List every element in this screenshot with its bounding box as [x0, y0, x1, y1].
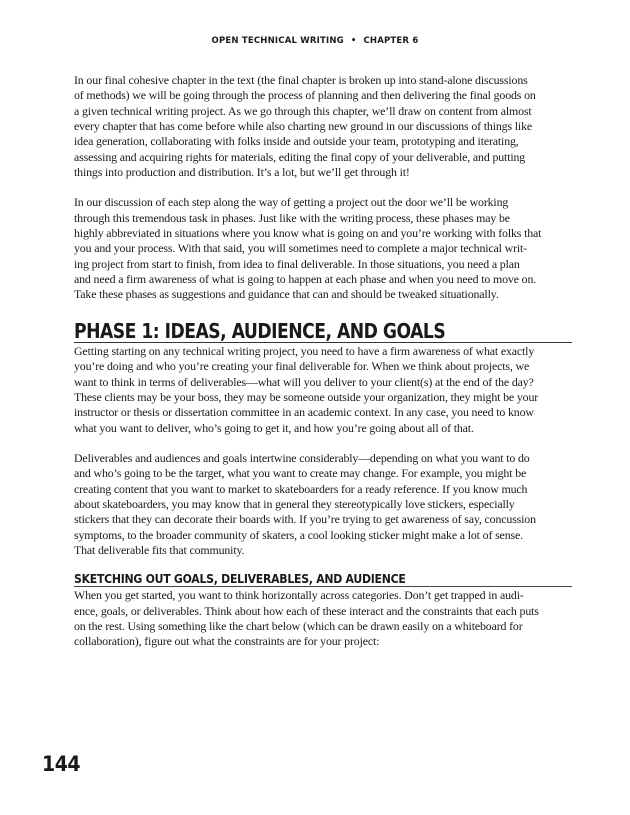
intro-paragraph-2 [74, 195, 572, 302]
text-line: of methods) we will be going through the process of planning and then delivering the final goods on [74, 88, 536, 103]
text-line: In our final cohesive chapter in the text (the final chapter is broken up into stand-alone discussions [74, 73, 528, 87]
sketching-paragraph-1 [74, 588, 572, 649]
text-line: every chapter that has come before while also charting new ground in our discussions of things like [74, 119, 533, 134]
text-line: and need a firm awareness of what is going to happen at each phase and when you need to move on. [74, 272, 537, 287]
text-line: about skateboarders, you may know that in general they stereotypically love stickers, especially [74, 496, 515, 511]
text-line: you and your process. With that said, you will sometimes need to complete a major technical writ- [74, 241, 527, 256]
text-line: want to think in terms of deliverables—what will you deliver to your client(s) at the end of the day? [74, 374, 534, 389]
text-line: Getting starting on any technical writing project, you need to have a firm awareness of what exactly [74, 343, 535, 358]
phase1-paragraph-2 [74, 451, 572, 558]
text-line: creating content that you want to market to skateboarders for a ready reference. If you know much [74, 481, 528, 496]
text-line: highly abbreviated in situations where you know what is going on and you’re working with folks that [74, 226, 542, 241]
text-line: and who’s going to be the target, what you want to create may change. For example, you might be [74, 466, 527, 481]
text-line: In our discussion of each step along the way of getting a project out the door we’ll be working [74, 195, 509, 210]
text-line: a given technical writing project. As we go through this chapter, we’ll draw on content from almost [74, 103, 532, 118]
text-line: ence, goals, or deliverables. Think about how each of these interact and the constraints that each puts [74, 603, 539, 618]
page-body [74, 73, 572, 650]
running-header [0, 36, 630, 46]
page-number: 144 [42, 752, 81, 776]
text-line: That deliverable fits that community. [74, 542, 245, 557]
header-separator: • [350, 36, 357, 46]
text-line: instructor or thesis or dissertation committee in an academic context. In any case, you need to know [74, 405, 534, 420]
phase1-paragraph-1 [74, 344, 572, 436]
chapter-label: CHAPTER 6 [363, 36, 419, 46]
text-line: Deliverables and audiences and goals intertwine considerably—depending on what you want to do [74, 450, 530, 465]
intro-paragraph-1 [74, 73, 572, 180]
text-line: collaboration), figure out what the constraints are for your project: [74, 634, 380, 649]
text-line: you’re doing and who you’re creating your final deliverable for. When we think about projects, we [74, 359, 530, 374]
text-line: what you want to deliver, who’s going to get it, and how you’re going about all of that. [74, 420, 474, 435]
text-line: stickers that they can decorate their boards with. If you’re trying to get awareness of say, concussion [74, 512, 536, 527]
text-line: on the rest. Using something like the chart below (which can be drawn easily on a whiteboard for [74, 618, 523, 633]
text-line: When you get started, you want to think horizontally across categories. Don’t get trapped in audi- [74, 588, 524, 603]
text-line: Take these phases as suggestions and guidance that can and should be tweaked situationally. [74, 287, 499, 302]
text-line: assessing and acquiring rights for materials, editing the final copy of your deliverable, and putting [74, 149, 526, 164]
book-title: OPEN TECHNICAL WRITING [211, 36, 344, 46]
sketching-heading: SKETCHING OUT GOALS, DELIVERABLES, AND AUDIENCE [74, 571, 406, 587]
text-line: These clients may be your boss, they may be someone outside your organization, they might be your [74, 389, 539, 404]
text-line: symptoms, to the broader community of skaters, a cool looking sticker might make a lot of sense. [74, 527, 523, 542]
subheading-rule [74, 586, 572, 587]
text-line: things into production and distribution. It’s a lot, but we’ll get through it! [74, 165, 410, 180]
text-line: ing project from start to finish, from idea to final deliverable. In those situations, you need a plan [74, 256, 520, 271]
text-line: through this tremendous task in phases. Just like with the writing process, these phases may be [74, 210, 510, 225]
text-line: idea generation, collaborating with folks inside and outside your team, prototyping and iterating, [74, 134, 519, 149]
phase1-heading: PHASE 1: IDEAS, AUDIENCE, AND GOALS [74, 318, 446, 343]
